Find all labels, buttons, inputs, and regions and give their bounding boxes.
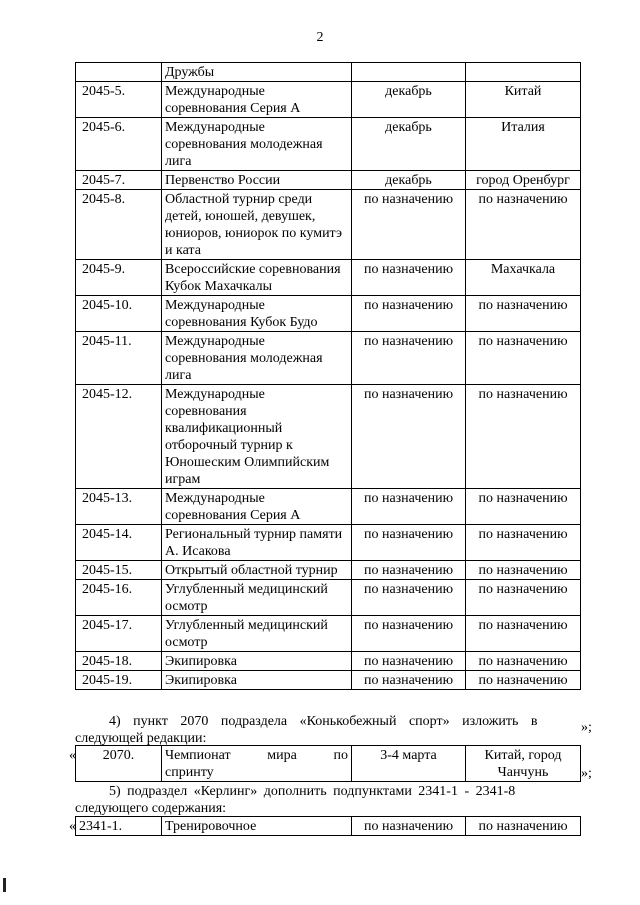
- table-closing-quote: »;: [581, 720, 592, 735]
- row-name: [162, 746, 352, 782]
- row-number: 2070.: [76, 746, 162, 782]
- page-number: 2: [316, 30, 324, 45]
- row-2070-table: [75, 745, 581, 782]
- row-name: Международные соревнования молодежная лига: [162, 118, 352, 171]
- table-row: [76, 63, 581, 82]
- row-date: по назначению: [352, 580, 466, 616]
- row-number: 2045-8.: [76, 190, 162, 260]
- table-row: [76, 190, 581, 260]
- row-name-word: Чемпионат: [165, 748, 231, 763]
- row-name: Международные соревнования Кубок Будо: [162, 296, 352, 332]
- table-row: [76, 817, 581, 836]
- row-name: Всероссийские соревнования Кубок Махачкалы: [162, 260, 352, 296]
- row-place: по назначению: [466, 332, 581, 385]
- row-place: по назначению: [466, 652, 581, 671]
- row-place: Китай: [466, 82, 581, 118]
- row-place: по назначению: [466, 671, 581, 690]
- paragraph-4-text: 4) пункт 2070 подраздела «Конькобежный спорт» изложить в: [109, 714, 538, 729]
- paragraph-4-line-2: следующей редакции:: [75, 731, 207, 746]
- row-number: [76, 63, 162, 82]
- row-number: 2045-15.: [76, 561, 162, 580]
- row-date: по назначению: [352, 190, 466, 260]
- events-table: [75, 62, 581, 690]
- table-row: [76, 260, 581, 296]
- row-2070-closing-quote: »;: [581, 766, 592, 781]
- row-2070-opening-quote: «: [69, 748, 76, 763]
- row-place: Италия: [466, 118, 581, 171]
- row-name: Дружбы: [162, 63, 352, 82]
- paragraph-4-line-1: [75, 713, 580, 730]
- row-place: по назначению: [466, 296, 581, 332]
- row-date: 3-4 марта: [352, 746, 466, 782]
- row-date: по назначению: [352, 817, 466, 836]
- paragraph-5-text: 5) подраздел «Керлинг» дополнить подпунктами 2341-1 - 2341-8: [109, 784, 516, 799]
- row-name: Первенство России: [162, 171, 352, 190]
- table-row: [76, 171, 581, 190]
- row-date: по назначению: [352, 561, 466, 580]
- row-number: 2341-1.: [76, 817, 162, 836]
- row-number: 2045-13.: [76, 489, 162, 525]
- row-name: Международные соревнования квалификационный отборочный турнир к Юношеским Олимпийским играм: [162, 385, 352, 489]
- row-number: 2045-12.: [76, 385, 162, 489]
- row-number: 2045-17.: [76, 616, 162, 652]
- row-number: 2045-7.: [76, 171, 162, 190]
- paragraph-4: [75, 713, 580, 747]
- row-place: по назначению: [466, 525, 581, 561]
- row-date: по назначению: [352, 489, 466, 525]
- row-date: [352, 63, 466, 82]
- table-row: [76, 746, 581, 782]
- row-place: [466, 746, 581, 782]
- table-row: [76, 82, 581, 118]
- row-number: 2045-19.: [76, 671, 162, 690]
- row-name: Международные соревнования Серия А: [162, 489, 352, 525]
- row-date: по назначению: [352, 332, 466, 385]
- row-date: по назначению: [352, 671, 466, 690]
- table-row: [76, 671, 581, 690]
- row-date: по назначению: [352, 652, 466, 671]
- row-date: декабрь: [352, 118, 466, 171]
- row-name: Открытый областной турнир: [162, 561, 352, 580]
- row-2341-table: [75, 816, 581, 836]
- row-date: по назначению: [352, 260, 466, 296]
- row-place: по назначению: [466, 561, 581, 580]
- row-name: Углубленный медицинский осмотр: [162, 616, 352, 652]
- row-number: 2045-6.: [76, 118, 162, 171]
- row-date: по назначению: [352, 296, 466, 332]
- row-place: [466, 63, 581, 82]
- table-row: [76, 580, 581, 616]
- row-place: по назначению: [466, 580, 581, 616]
- scan-margin-mark: [3, 878, 6, 892]
- row-date: декабрь: [352, 82, 466, 118]
- table-row: [76, 118, 581, 171]
- row-2341-opening-quote: «: [69, 819, 76, 834]
- table-row: [76, 616, 581, 652]
- row-place: Махачкала: [466, 260, 581, 296]
- paragraph-5-line-2: следующего содержания:: [75, 801, 227, 816]
- row-name-word: по: [333, 748, 348, 763]
- table-row: [76, 332, 581, 385]
- row-name: Экипировка: [162, 671, 352, 690]
- row-place-line-2: Чанчунь: [497, 765, 549, 780]
- row-number: 2045-18.: [76, 652, 162, 671]
- row-place: по назначению: [466, 385, 581, 489]
- row-name: Углубленный медицинский осмотр: [162, 580, 352, 616]
- row-name: Тренировочное: [162, 817, 352, 836]
- row-place: по назначению: [466, 489, 581, 525]
- row-name-word: мира: [267, 748, 297, 763]
- table-row: [76, 652, 581, 671]
- row-number: 2045-14.: [76, 525, 162, 561]
- row-name: Областной турнир среди детей, юношей, девушек, юниоров, юниорок по кумитэ и ката: [162, 190, 352, 260]
- table-row: [76, 385, 581, 489]
- row-date: по назначению: [352, 616, 466, 652]
- row-number: 2045-9.: [76, 260, 162, 296]
- table-row: [76, 489, 581, 525]
- row-date: по назначению: [352, 525, 466, 561]
- row-place-line-1: Китай, город: [484, 748, 562, 763]
- row-name-line-2: спринту: [165, 765, 214, 780]
- row-place: по назначению: [466, 616, 581, 652]
- row-date: декабрь: [352, 171, 466, 190]
- row-name: Экипировка: [162, 652, 352, 671]
- table-row: [76, 296, 581, 332]
- row-name: Региональный турнир памяти А. Исакова: [162, 525, 352, 561]
- row-number: 2045-11.: [76, 332, 162, 385]
- row-place: по назначению: [466, 817, 581, 836]
- row-date: по назначению: [352, 385, 466, 489]
- paragraph-5: [75, 783, 580, 817]
- row-number: 2045-16.: [76, 580, 162, 616]
- table-row: [76, 561, 581, 580]
- row-number: 2045-5.: [76, 82, 162, 118]
- table-row: [76, 525, 581, 561]
- row-name: Международные соревнования Серия А: [162, 82, 352, 118]
- row-name: Международные соревнования молодежная лига: [162, 332, 352, 385]
- row-number: 2045-10.: [76, 296, 162, 332]
- row-place: по назначению: [466, 190, 581, 260]
- row-place: город Оренбург: [466, 171, 581, 190]
